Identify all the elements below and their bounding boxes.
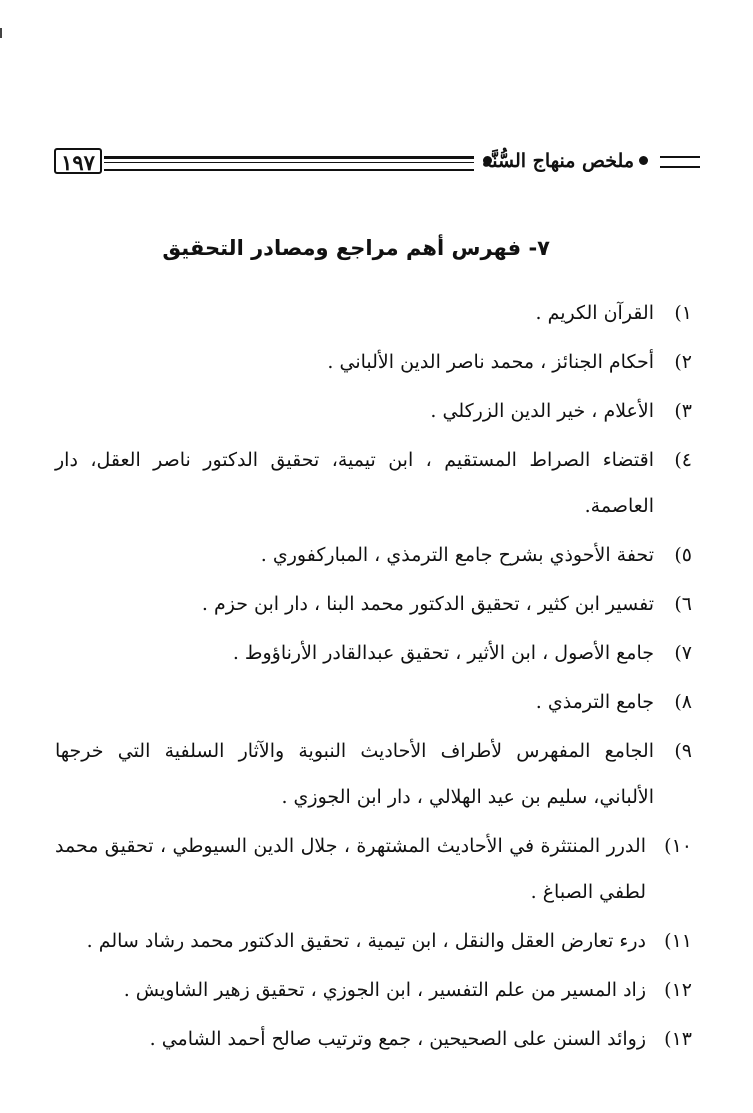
reference-number: ٩) <box>674 740 692 762</box>
reference-text: الدرر المنتثرة في الأحاديث المشتهرة ، جلال الدين السيوطي ، تحقيق محمد لطفي الصباغ . <box>55 835 646 903</box>
reference-item <box>55 290 692 336</box>
reference-text: جامع الأصول ، ابن الأثير ، تحقيق عبدالقادر الأرناؤوط . <box>232 642 654 664</box>
reference-number: ٣) <box>674 400 692 422</box>
running-header <box>54 148 700 178</box>
reference-number: ١١) <box>664 930 692 952</box>
reference-number: ١٠) <box>664 835 692 857</box>
reference-item <box>55 532 692 578</box>
reference-text: أحكام الجنائز ، محمد ناصر الدين الألباني . <box>327 351 654 373</box>
reference-item <box>55 967 692 1013</box>
reference-number: ٤) <box>674 449 692 471</box>
reference-number: ٨) <box>674 691 692 713</box>
reference-item <box>55 437 692 529</box>
reference-text: الأعلام ، خير الدين الزركلي . <box>430 400 654 422</box>
reference-item <box>55 823 692 915</box>
reference-text: اقتضاء الصراط المستقيم ، ابن تيمية، تحقيق الدكتور ناصر العقل، دار العاصمة. <box>55 449 654 517</box>
reference-text: درء تعارض العقل والنقل ، ابن تيمية ، تحقيق الدكتور محمد رشاد سالم . <box>86 930 646 952</box>
reference-number: ٦) <box>674 593 692 615</box>
reference-item <box>55 388 692 434</box>
reference-item <box>55 581 692 627</box>
reference-text: زاد المسير من علم التفسير ، ابن الجوزي ، تحقيق زهير الشاويش . <box>123 979 646 1001</box>
page-number: ١٩٧ <box>54 148 102 174</box>
reference-number: ١٢) <box>664 979 692 1001</box>
reference-number: ١٣) <box>664 1028 692 1050</box>
reference-text: تحفة الأحوذي بشرح جامع الترمذي ، المباركفوري . <box>260 544 654 566</box>
references-list <box>55 290 692 1065</box>
header-rule-short <box>660 156 700 168</box>
reference-number: ٥) <box>674 544 692 566</box>
reference-item <box>55 339 692 385</box>
header-dot-right <box>639 156 648 165</box>
reference-item <box>55 1016 692 1062</box>
reference-number: ٢) <box>674 351 692 373</box>
reference-text: القرآن الكريم . <box>535 302 654 324</box>
header-rule-long <box>104 156 474 171</box>
section-title: ٧- فهرس أهم مراجع ومصادر التحقيق <box>162 236 550 260</box>
reference-number: ١) <box>674 302 692 324</box>
reference-number: ٧) <box>674 642 692 664</box>
reference-item <box>55 679 692 725</box>
book-title: ملخص منهاج السُّنَّة <box>482 150 634 172</box>
reference-item <box>55 728 692 820</box>
reference-text: جامع الترمذي . <box>535 691 654 713</box>
reference-item <box>55 630 692 676</box>
reference-text: تفسير ابن كثير ، تحقيق الدكتور محمد البنا ، دار ابن حزم . <box>201 593 654 615</box>
reference-text: الجامع المفهرس لأطراف الأحاديث النبوية والآثار السلفية التي خرجها الألباني، سليم بن عيد الهلالي ، دار ابن الجوزي . <box>55 740 654 808</box>
scan-edge-mark <box>0 28 2 38</box>
reference-text: زوائد السنن على الصحيحين ، جمع وترتيب صالح أحمد الشامي . <box>149 1028 646 1050</box>
reference-item <box>55 918 692 964</box>
